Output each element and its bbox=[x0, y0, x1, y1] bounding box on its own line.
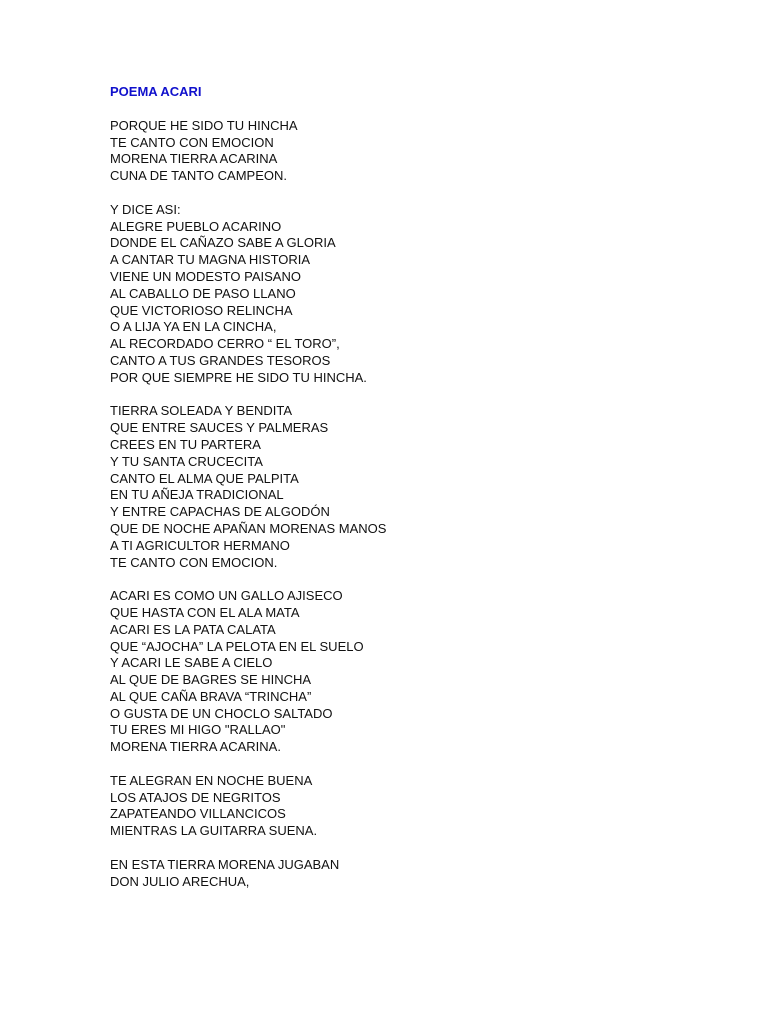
poem-line: QUE “AJOCHA” LA PELOTA EN EL SUELO bbox=[110, 638, 364, 654]
document-page bbox=[110, 84, 730, 907]
poem-line: POR QUE SIEMPRE HE SIDO TU HINCHA. bbox=[110, 369, 367, 385]
poem-body bbox=[110, 118, 730, 891]
poem-line: Y ACARI LE SABE A CIELO bbox=[110, 655, 273, 671]
poem-line: Y ENTRE CAPACHAS DE ALGODÓN bbox=[110, 504, 330, 520]
poem-line: CUNA DE TANTO CAMPEON. bbox=[110, 168, 287, 184]
poem-line: CREES EN TU PARTERA bbox=[110, 436, 261, 452]
poem-line: MORENA TIERRA ACARINA bbox=[110, 151, 278, 167]
poem-line: O GUSTA DE UN CHOCLO SALTADO bbox=[110, 705, 333, 721]
poem-line: AL RECORDADO CERRO “ EL TORO”, bbox=[110, 336, 340, 352]
poem-line: ZAPATEANDO VILLANCICOS bbox=[110, 806, 286, 822]
poem-line: AL QUE DE BAGRES SE HINCHA bbox=[110, 672, 312, 688]
poem-line: QUE VICTORIOSO RELINCHA bbox=[110, 302, 293, 318]
poem-line: TU ERES MI HIGO "RALLAO" bbox=[110, 722, 286, 738]
poem-stanza bbox=[110, 773, 730, 840]
poem-line: TE CANTO CON EMOCION bbox=[110, 134, 274, 150]
poem-line: Y DICE ASI: bbox=[110, 201, 181, 217]
poem-line: ACARI ES COMO UN GALLO AJISECO bbox=[110, 588, 343, 604]
poem-line: TIERRA SOLEADA Y BENDITA bbox=[110, 403, 293, 419]
poem-line: PORQUE HE SIDO TU HINCHA bbox=[110, 117, 298, 133]
poem-stanza bbox=[110, 118, 730, 185]
poem-line: ACARI ES LA PATA CALATA bbox=[110, 621, 276, 637]
poem-line: QUE DE NOCHE APAÑAN MORENAS MANOS bbox=[110, 520, 387, 536]
poem-line: ALEGRE PUEBLO ACARINO bbox=[110, 218, 282, 234]
poem-title: POEMA ACARI bbox=[110, 84, 202, 99]
poem-line: EN TU AÑEJA TRADICIONAL bbox=[110, 487, 284, 503]
poem-line: A CANTAR TU MAGNA HISTORIA bbox=[110, 252, 311, 268]
poem-line: LOS ATAJOS DE NEGRITOS bbox=[110, 789, 281, 805]
poem-line: DONDE EL CAÑAZO SABE A GLORIA bbox=[110, 235, 336, 251]
poem-line: MORENA TIERRA ACARINA. bbox=[110, 739, 281, 755]
poem-line: O A LIJA YA EN LA CINCHA, bbox=[110, 319, 277, 335]
poem-line: CANTO A TUS GRANDES TESOROS bbox=[110, 352, 331, 368]
poem-line: AL QUE CAÑA BRAVA “TRINCHA” bbox=[110, 688, 312, 704]
poem-line: TE CANTO CON EMOCION. bbox=[110, 554, 278, 570]
poem-line: DON JULIO ARECHUA, bbox=[110, 873, 250, 889]
poem-line: A TI AGRICULTOR HERMANO bbox=[110, 537, 290, 553]
poem-line: QUE HASTA CON EL ALA MATA bbox=[110, 604, 300, 620]
poem-line: VIENE UN MODESTO PAISANO bbox=[110, 268, 301, 284]
poem-line: EN ESTA TIERRA MORENA JUGABAN bbox=[110, 856, 340, 872]
poem-stanza bbox=[110, 202, 730, 387]
poem-line: AL CABALLO DE PASO LLANO bbox=[110, 285, 296, 301]
poem-stanza bbox=[110, 857, 730, 891]
poem-line: TE ALEGRAN EN NOCHE BUENA bbox=[110, 772, 313, 788]
poem-line: QUE ENTRE SAUCES Y PALMERAS bbox=[110, 420, 329, 436]
poem-stanza bbox=[110, 403, 730, 571]
poem-line: Y TU SANTA CRUCECITA bbox=[110, 453, 263, 469]
poem-line: MIENTRAS LA GUITARRA SUENA. bbox=[110, 823, 318, 839]
poem-stanza bbox=[110, 588, 730, 756]
poem-line: CANTO EL ALMA QUE PALPITA bbox=[110, 470, 299, 486]
